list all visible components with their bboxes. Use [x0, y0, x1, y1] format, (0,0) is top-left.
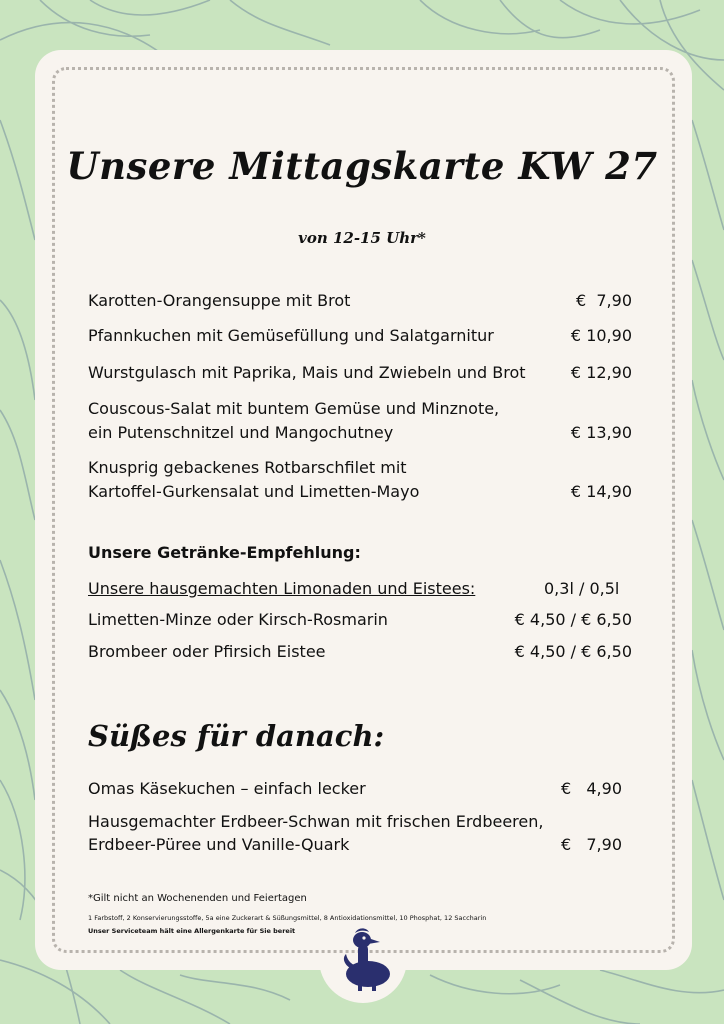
dessert-price-1: € 4,90 [560, 779, 622, 798]
drinks-subheading: Unsere hausgemachten Limonaden und Eistees: [88, 579, 476, 598]
drink-item-1: Limetten-Minze oder Kirsch-Rosmarin [88, 610, 388, 629]
dessert-price-2: € 7,90 [560, 835, 622, 854]
lunch-item-1: Karotten-Orangensuppe mit Brot [88, 291, 351, 310]
lunch-item-2: Pfannkuchen mit Gemüsefüllung und Salatgarnitur [88, 326, 494, 345]
drink-price-1: € 4,50 / € 6,50 [514, 610, 632, 629]
drink-item-2: Brombeer oder Pfirsich Eistee [88, 642, 326, 661]
drinks-sizes: 0,3l / 0,5l [544, 579, 620, 598]
lunch-item-4-line-2: ein Putenschnitzel und Mangochutney [88, 423, 394, 442]
lunch-item-5-line-2: Kartoffel-Gurkensalat und Limetten-Mayo [88, 482, 420, 501]
page-title: Unsere Mittagskarte KW 27 [66, 144, 658, 188]
footnote-weekdays: *Gilt nicht an Wochenenden und Feiertagen [88, 893, 307, 904]
dessert-item-2-line-2: Erdbeer-Püree und Vanille-Quark [88, 835, 350, 854]
footnote-allergen: Unser Serviceteam hält eine Allergenkarte für Sie bereit [88, 927, 296, 935]
lunch-price-4: € 13,90 [570, 423, 632, 442]
page-subtitle: von 12-15 Uhr* [298, 229, 426, 247]
lunch-item-3: Wurstgulasch mit Paprika, Mais und Zwiebeln und Brot [88, 363, 526, 382]
lunch-price-2: € 10,90 [570, 326, 632, 345]
lunch-price-3: € 12,90 [570, 363, 632, 382]
lunch-item-5-line-1: Knusprig gebackenes Rotbarschfilet mit [88, 458, 407, 477]
lunch-price-1: € 7,90 [576, 291, 632, 310]
lunch-item-4-line-1: Couscous-Salat mit buntem Gemüse und Minznote, [88, 399, 500, 418]
drink-price-2: € 4,50 / € 6,50 [514, 642, 632, 661]
duck-logo-icon [338, 924, 396, 992]
drinks-heading: Unsere Getränke-Empfehlung: [88, 543, 361, 562]
dessert-heading: Süßes für danach: [88, 719, 385, 753]
footnote-additives: 1 Farbstoff, 2 Konservierungsstoffe, 5a eine Zuckerart & Süßungsmittel, 8 Antioxidationsmittel, 10 Phosphat, 12 Saccharin [88, 914, 487, 922]
dessert-item-1: Omas Käsekuchen – einfach lecker [88, 779, 366, 798]
dessert-item-2-line-1: Hausgemachter Erdbeer-Schwan mit frischen Erdbeeren, [88, 812, 544, 831]
lunch-price-5: € 14,90 [570, 482, 632, 501]
